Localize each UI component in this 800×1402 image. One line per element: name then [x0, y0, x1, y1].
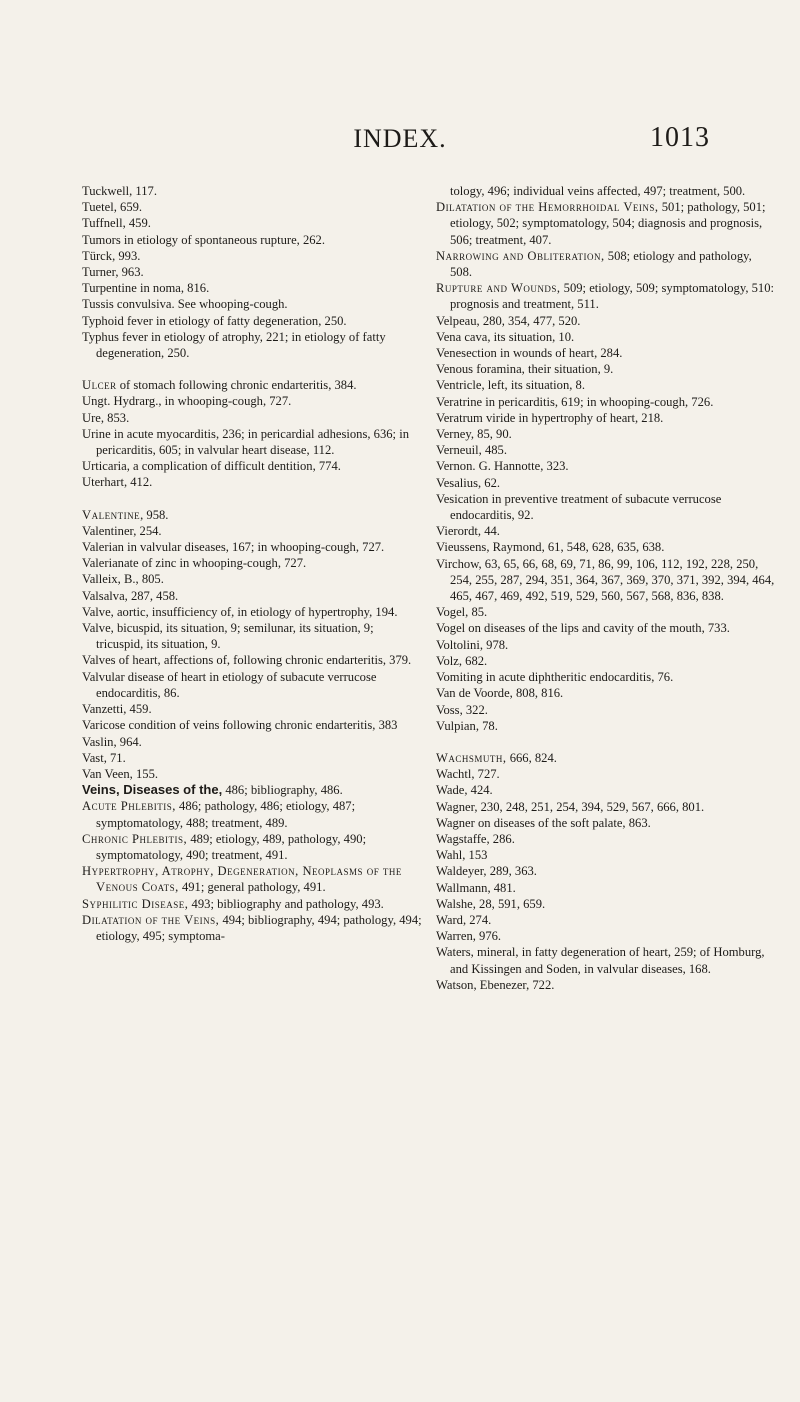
index-entry: Tussis convulsiva. See whooping-cough. [82, 297, 288, 312]
index-entry: tology, 496; individual veins affected, 497; treatment, 500. [450, 184, 746, 198]
index-entry: Walshe, 28, 591, 659. [436, 896, 546, 911]
index-entry: Watson, Ebenezer, 722. [436, 977, 555, 992]
index-entry: Wade, 424. [436, 783, 493, 798]
index-entry: Vogel on diseases of the lips and cavity of the mouth, 733. [436, 621, 730, 636]
index-entry: Ure, 853. [82, 410, 130, 425]
index-entry-text: 509; etiology, 509; symptomatology, 510: prognosis and treatment, 511. [450, 281, 775, 312]
index-entry: Wagstaffe, 286. [436, 831, 515, 846]
index-entry: Typhoid fever in etiology of fatty degeneration, 250. [82, 313, 347, 328]
index-heading: Valentine [82, 507, 141, 522]
index-entry: Vaslin, 964. [82, 734, 142, 749]
index-entry: Turner, 963. [82, 265, 144, 280]
index-entry-text: 491; general pathology, 491. [178, 880, 326, 895]
page-header [0, 118, 800, 158]
index-entry: Urticaria, a complication of difficult dentition, 774. [82, 459, 341, 474]
index-heading: Rupture and Wounds, [436, 281, 561, 296]
index-entry: Typhus fever in etiology of atrophy, 221; in etiology of fatty degeneration, 250. [82, 329, 386, 361]
index-entry: Volz, 682. [436, 653, 488, 668]
index-entry-text: 501; pathology, 501; etiology, 502; symptomatology, 504; diagnosis and prognosis, 506; treatment, 407. [450, 200, 766, 247]
page-title: INDEX. [353, 124, 447, 153]
index-entry: Veratrine in pericarditis, 619; in whooping-cough, 726. [436, 394, 714, 409]
index-entry-text: 494; bibliography, 494; pathology, 494; etiology, 495; symptoma- [96, 912, 422, 943]
index-heading: Dilatation of the Veins, [82, 912, 220, 927]
index-entry [82, 798, 422, 830]
index-entry: Tumors in etiology of spontaneous rupture, 262. [82, 232, 326, 247]
index-entry [82, 912, 422, 944]
index-entry [82, 896, 422, 912]
index-entry: Urine in acute myocarditis, 236; in pericardial adhesions, 636; in pericarditis, 605; in valvular heart disease, 112. [82, 426, 410, 458]
index-entry: Tuffnell, 459. [82, 216, 151, 231]
index-entry-text: , 958. [140, 507, 169, 522]
index-entry [436, 750, 776, 766]
index-entry-text: of stomach following chronic endarteritis, 384. [116, 378, 357, 393]
index-entry: Valvular disease of heart in etiology of subacute verrucose endocarditis, 86. [82, 669, 377, 700]
index-heading: Acute Phlebitis, [82, 799, 176, 814]
index-entry: Valsalva, 287, 458. [82, 588, 179, 603]
index-entry: Vesalius, 62. [436, 475, 501, 490]
index-entry: Valerian in valvular diseases, 167; in whooping-cough, 727. [82, 540, 385, 555]
index-entry: Venous foramina, their situation, 9. [436, 362, 614, 377]
index-entry: Wallmann, 481. [436, 880, 516, 895]
index-entry: Valentiner, 254. [82, 523, 162, 538]
index-entry [82, 782, 422, 798]
index-entry: Vomiting in acute diphtheritic endocarditis, 76. [436, 670, 674, 685]
index-heading: Veins, Diseases of the, [82, 782, 223, 798]
index-entry: Virchow, 63, 65, 66, 68, 69, 71, 86, 99, 106, 112, 192, 228, 250, 254, 255, 287, 294, 351, 364, 367, 369, 370, 371, 392, 394, 464, 465, 467, 469, 492, 519, 529, 560, 567, 568, 836, 838. [436, 556, 775, 604]
index-entry-text: 486; bibliography, 486. [222, 783, 343, 798]
index-heading: Wachsmuth, [436, 750, 507, 765]
index-entry: Wachtl, 727. [436, 767, 500, 782]
index-entry: Wagner, 230, 248, 251, 254, 394, 529, 567, 666, 801. [436, 799, 705, 814]
index-entry: Vierordt, 44. [436, 524, 500, 539]
index-entry [436, 199, 776, 248]
index-entry: Verney, 85, 90. [436, 427, 512, 442]
index-heading: Hypertrophy, Atrophy, Degeneration, Neoplasms of the Venous Coats, [82, 864, 402, 895]
index-entry: Vast, 71. [82, 750, 126, 765]
index-heading: Dilatation of the Hemorrhoidal Veins, [436, 200, 659, 215]
index-heading: Chronic Phlebitis, [82, 831, 188, 846]
index-entry: Vieussens, Raymond, 61, 548, 628, 635, 638. [436, 540, 665, 555]
index-entry [82, 863, 422, 895]
index-entry: Warren, 976. [436, 929, 502, 944]
index-entry: Türck, 993. [82, 248, 141, 263]
index-entry: Waldeyer, 289, 363. [436, 864, 537, 879]
index-entry: Verneuil, 485. [436, 443, 507, 458]
index-entry-text: 666, 824. [506, 750, 557, 765]
index-entry: Vulpian, 78. [436, 718, 498, 733]
index-entry: Wagner on diseases of the soft palate, 863. [436, 815, 651, 830]
index-entry: Uterhart, 412. [82, 475, 153, 490]
index-entry: Turpentine in noma, 816. [82, 281, 210, 296]
index-entry: Veratrum viride in hypertrophy of heart, 218. [436, 410, 664, 425]
index-entry: Valves of heart, affections of, following chronic endarteritis, 379. [82, 653, 412, 668]
index-entry-text: 486; pathology, 486; etiology, 487; symptomatology, 488; treatment, 489. [96, 799, 356, 830]
index-entry: Venesection in wounds of heart, 284. [436, 346, 623, 361]
index-entry: Van de Voorde, 808, 816. [436, 686, 564, 701]
section-gap [82, 361, 422, 377]
index-entry: Tuckwell, 117. [82, 184, 157, 198]
index-entry: Valve, aortic, insufficiency of, in etiology of hypertrophy, 194. [82, 604, 398, 619]
index-entry: Ventricle, left, its situation, 8. [436, 378, 585, 393]
index-entry: Varicose condition of veins following chronic endarteritis, 383 [82, 718, 398, 733]
index-entry: Valerianate of zinc in whooping-cough, 727. [82, 556, 307, 571]
page-number: 1013 [650, 122, 710, 153]
index-entry: Ungt. Hydrarg., in whooping-cough, 727. [82, 394, 292, 409]
index-column-left [82, 183, 422, 944]
index-heading: Syphilitic Disease, [82, 896, 189, 911]
index-entry: Valleix, B., 805. [82, 572, 164, 587]
index-entry [436, 248, 776, 280]
index-entry: Vernon. G. Hannotte, 323. [436, 459, 569, 474]
index-entry-text: 508; etiology and pathology, 508. [450, 248, 752, 280]
index-entry: Wahl, 153 [436, 848, 488, 863]
section-gap [82, 491, 422, 507]
index-entry-text: 493; bibliography and pathology, 493. [188, 896, 384, 911]
index-entry: Voltolini, 978. [436, 637, 509, 652]
index-heading: Narrowing and Obliteration, [436, 248, 605, 263]
index-entry: Van Veen, 155. [82, 766, 159, 781]
index-entry: Vena cava, its situation, 10. [436, 329, 575, 344]
index-entry [82, 377, 422, 393]
section-gap [436, 734, 776, 750]
index-entry: Ward, 274. [436, 912, 492, 927]
index-entry: Vogel, 85. [436, 605, 488, 620]
index-entry: Vanzetti, 459. [82, 702, 152, 717]
index-entry [82, 831, 422, 863]
index-heading: Ulcer [82, 378, 117, 393]
index-entry: Tuetel, 659. [82, 200, 143, 215]
index-column-right [436, 183, 776, 993]
index-entry [82, 507, 422, 523]
index-entry: Velpeau, 280, 354, 477, 520. [436, 313, 581, 328]
index-entry [436, 280, 776, 312]
index-entry: Valve, bicuspid, its situation, 9; semilunar, its situation, 9; tricuspid, its situation, 9. [82, 621, 374, 652]
index-entry: Voss, 322. [436, 702, 488, 717]
index-entry: Vesication in preventive treatment of subacute verrucose endocarditis, 92. [436, 491, 722, 523]
index-entry: Waters, mineral, in fatty degeneration of heart, 259; of Homburg, and Kissingen and Soden, in valvular diseases, 168. [436, 945, 765, 976]
index-entry-text: 489; etiology, 489, pathology, 490; symptomatology, 490; treatment, 491. [96, 831, 367, 862]
